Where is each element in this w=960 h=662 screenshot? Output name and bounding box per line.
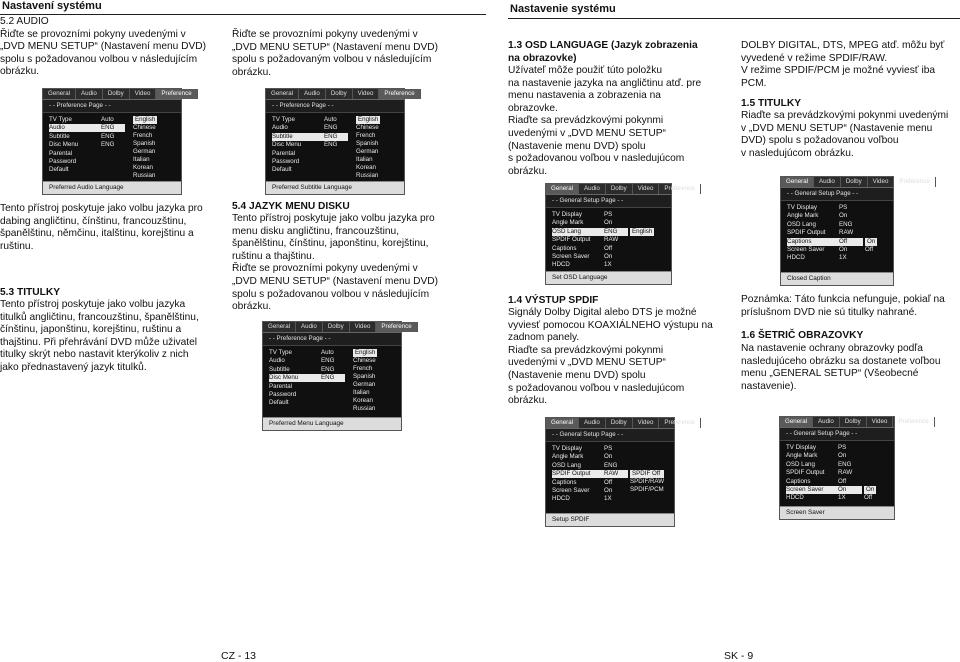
osd-page-title: - - General Setup Page - - xyxy=(781,188,893,201)
osd-row-value: RAW xyxy=(604,470,628,478)
osd-option-list xyxy=(630,228,654,236)
osd-row-value: Off xyxy=(838,477,847,485)
osd-row-value: RAW xyxy=(604,236,619,244)
osd-option: English xyxy=(632,227,653,235)
osd-tab: Preference xyxy=(379,89,420,99)
osd-row-value: On xyxy=(604,253,613,260)
osd-row-label: Captions xyxy=(787,238,839,246)
osd-option-list xyxy=(864,486,876,502)
osd-row xyxy=(272,116,348,124)
osd-tab: General xyxy=(546,418,579,428)
osd-row xyxy=(786,486,862,494)
osd-menu-disc-menu xyxy=(262,321,412,431)
osd-tab: Audio xyxy=(579,418,606,428)
audio-language-text: Tento přístroj poskytuje jako volbu jazyka pro dabing angličtinu, čínštinu, francouzštinu, španělštinu, němčinu, italštinu, korejštinu a ruštinu. xyxy=(0,203,203,252)
osd-row-value: ENG xyxy=(324,133,348,141)
subtitles-heading: 5.3 TITULKY xyxy=(0,287,61,298)
osd-row-value: ENG xyxy=(604,228,628,236)
osd-row xyxy=(552,228,628,236)
osd-row-label: Angle Mark xyxy=(552,453,584,461)
osd-row-value: PS xyxy=(604,211,613,218)
osd-row xyxy=(272,141,348,149)
osd-tab-bar xyxy=(43,89,192,100)
osd-tab: General xyxy=(43,89,76,99)
osd-row-label: TV Display xyxy=(786,444,816,451)
osd-tab: Video xyxy=(868,177,895,187)
osd-row-value: Off xyxy=(604,244,613,252)
osd-row xyxy=(272,133,348,141)
osd-tab-bar xyxy=(266,89,415,100)
osd-row xyxy=(786,452,862,460)
osd-footer-caption: Screen Saver xyxy=(780,506,894,519)
osd-row xyxy=(786,461,862,469)
osd-body xyxy=(546,442,674,550)
osd-row-value: PS xyxy=(838,444,847,451)
osd-tab: Audio xyxy=(296,322,323,332)
osd-row-label: Default xyxy=(272,166,292,174)
osd-tab-bar xyxy=(781,177,930,188)
osd-row-value: ENG xyxy=(839,220,853,228)
osd-body xyxy=(546,208,671,308)
osd-row-label: Parental xyxy=(269,382,293,390)
osd-body xyxy=(781,201,893,309)
osd-row xyxy=(269,391,345,399)
osd-row-label: Captions xyxy=(552,478,577,486)
osd-footer-caption: Setup SPDIF xyxy=(546,513,674,526)
osd-row-label: TV Type xyxy=(272,116,295,123)
subtitle-note-text: Poznámka: Táto funkcia nefunguje, pokiaľ na príslušnom DVD nie sú titulky nahrané. xyxy=(741,294,945,318)
right-section-title: Nastavenie systému xyxy=(510,3,616,15)
osd-row-label: OSD Lang xyxy=(552,228,604,236)
osd-row-label: Audio xyxy=(272,124,288,132)
left-section-title: Nastavení systému xyxy=(2,0,102,12)
osd-row-value: On xyxy=(838,452,847,460)
osd-row-label: Parental xyxy=(272,149,296,157)
osd-option: Chinese xyxy=(133,124,156,131)
osd-option: Korean xyxy=(353,397,373,404)
osd-row-label: Password xyxy=(49,158,77,165)
osd-option: French xyxy=(353,365,373,372)
osd-option: English xyxy=(135,116,156,123)
osd-tab: Dolby xyxy=(103,89,130,99)
osd-row-label: Disc Menu xyxy=(269,374,321,382)
osd-row-label: HDCD xyxy=(786,494,804,502)
osd-language-text: Užívateľ môže použiť túto položku na nastavenie jazyka na angličtinu atď. pre menu nastavenia a zobrazenia na obrazovke. Riaďte sa prevádzkovými pokynmi uvedenými v „DVD MENU SETUP“ (Nastavenie menu DVD) spolu s požadovanou voľbou v nasledujúcom obrázku. xyxy=(508,65,702,177)
osd-tab: Audio xyxy=(299,89,326,99)
osd-option-list xyxy=(133,116,157,180)
osd-tab: General xyxy=(546,184,579,194)
osd-row xyxy=(552,236,628,244)
osd-row-label: Password xyxy=(272,158,300,165)
osd-row xyxy=(552,453,628,461)
disc-menu-text: Tento přístroj poskytuje jako volbu jazyka pro menu disku angličtinu, francouzštinu, španělštinu, čínštinu, japonštinu, korejštinu, ruštinu a thajštinu. Řiďte se provozními pokyny uvedenými v „DVD MENU SETUP“ (Nastavení menu DVD) spolu s požadovanou volbou v následujícím obrázku. xyxy=(232,213,439,313)
osd-row-label: HDCD xyxy=(787,254,805,262)
osd-option-list xyxy=(356,116,380,180)
osd-row-label: Disc Menu xyxy=(272,141,302,149)
osd-tab: Preference xyxy=(894,177,935,187)
osd-option: Italian xyxy=(353,389,370,396)
osd-row-label: Captions xyxy=(552,244,577,252)
osd-row xyxy=(49,150,125,158)
osd-row-value: Off xyxy=(839,238,863,246)
osd-footer-caption: Set OSD Language xyxy=(546,271,671,284)
osd-row-label: Screen Saver xyxy=(552,487,590,494)
osd-row xyxy=(552,479,628,487)
osd-row xyxy=(49,133,125,141)
screen-saver-text: Na nastavenie ochrany obrazovky podľa nasledujúceho obrázku sa dostanete voľbou menu „GENERAL SETUP“ (Všeobecné nastavenie). xyxy=(741,343,941,392)
osd-page-title: - - General Setup Page - - xyxy=(546,195,671,208)
osd-row-label: Audio xyxy=(269,357,285,365)
left-title-rule xyxy=(0,14,486,15)
spdif-heading: 1.4 VÝSTUP SPDIF xyxy=(508,295,599,306)
osd-tab-bar xyxy=(263,322,412,333)
osd-row-label: SPDIF Output xyxy=(787,229,826,237)
osd-row-label: SPDIF Output xyxy=(552,470,604,478)
osd-option: German xyxy=(353,381,376,388)
osd-option: German xyxy=(356,148,379,155)
osd-tab: Dolby xyxy=(606,418,633,428)
osd-row-value: On xyxy=(604,487,613,494)
osd-option: Korean xyxy=(356,164,376,171)
osd-body xyxy=(43,113,181,218)
osd-tab: Video xyxy=(867,417,894,427)
osd-option-list xyxy=(865,238,877,254)
osd-row-label: Screen Saver xyxy=(786,486,838,494)
osd-row-label: Subtitle xyxy=(272,133,324,141)
osd-row-value: ENG xyxy=(838,460,852,468)
osd-row xyxy=(49,166,125,174)
osd-row-label: OSD Lang xyxy=(786,460,815,468)
osd-row-value: ENG xyxy=(101,132,115,140)
screen-saver-heading: 1.6 ŠETRIČ OBRAZOVKY xyxy=(741,330,864,341)
osd-row-label: Angle Mark xyxy=(787,212,819,220)
osd-option: SPDIF/RAW xyxy=(630,478,665,486)
osd-row-value: PS xyxy=(839,204,848,211)
osd-row-value: ENG xyxy=(321,365,335,373)
osd-row xyxy=(786,478,862,486)
osd-row-value: ENG xyxy=(604,461,618,469)
right-title-rule xyxy=(508,18,960,19)
osd-tab: Dolby xyxy=(323,322,350,332)
osd-tab: General xyxy=(263,322,296,332)
osd-tab: Dolby xyxy=(841,177,868,187)
osd-tab: Dolby xyxy=(606,184,633,194)
osd-body xyxy=(780,441,894,543)
osd-footer-caption: Preferred Subtitle Language xyxy=(266,181,404,194)
osd-row-value: RAW xyxy=(839,229,854,237)
osd-tab-bar xyxy=(780,417,929,428)
osd-menu-osd-lang xyxy=(545,183,695,285)
osd-row-label: Password xyxy=(269,391,297,398)
osd-tab-bar xyxy=(546,418,695,429)
osd-row-value: ENG xyxy=(101,141,115,149)
osd-row-label: TV Display xyxy=(552,445,582,452)
osd-row-label: Audio xyxy=(49,124,101,132)
osd-row-value: On xyxy=(839,212,848,220)
osd-row-label: Screen Saver xyxy=(787,246,825,253)
osd-row-value: ENG xyxy=(324,141,338,149)
osd-row-value: ENG xyxy=(321,357,335,365)
osd-option: Spanish xyxy=(353,373,376,380)
osd-row xyxy=(552,245,628,253)
osd-row xyxy=(787,204,863,212)
osd-row-label: OSD Lang xyxy=(552,461,581,469)
osd-row-label: Subtitle xyxy=(269,365,290,373)
osd-tab: Audio xyxy=(814,177,841,187)
osd-body xyxy=(266,113,404,218)
osd-row xyxy=(552,445,628,453)
osd-option: SPDIF Off xyxy=(630,470,664,478)
osd-row-value: On xyxy=(604,219,613,227)
osd-tab: Audio xyxy=(579,184,606,194)
page-number-right: SK - 9 xyxy=(724,650,754,662)
osd-row xyxy=(787,238,863,246)
spdif-modes-text: DOLBY DIGITAL, DTS, MPEG atď. môžu byť vyvedené v režime SPDIF/RAW. V režime SPDIF/PCM je možné vyviesť iba PCM. xyxy=(741,40,945,89)
osd-row xyxy=(552,487,628,495)
osd-option: Korean xyxy=(133,164,153,171)
osd-option: Russian xyxy=(133,172,156,179)
osd-menu-audio xyxy=(42,88,192,195)
osd-row-value: ENG xyxy=(324,124,338,132)
osd-option: French xyxy=(356,132,376,139)
osd-row xyxy=(269,399,345,407)
osd-row-value: Auto xyxy=(321,349,334,356)
osd-page-title: - - Preference Page - - xyxy=(43,100,181,113)
osd-row-label: TV Type xyxy=(49,116,72,123)
osd-tab: Video xyxy=(350,322,377,332)
osd-tab: Preference xyxy=(156,89,197,99)
osd-row-label: HDCD xyxy=(552,261,570,269)
osd-row-label: OSD Lang xyxy=(787,220,816,228)
osd-row-value: ENG xyxy=(101,124,125,132)
osd-tab: Video xyxy=(633,418,660,428)
osd-row-label: HDCD xyxy=(552,495,570,503)
osd-footer-caption: Preferred Menu Language xyxy=(263,417,401,430)
osd-page-title: - - Preference Page - - xyxy=(266,100,404,113)
osd-row-label: Angle Mark xyxy=(786,452,818,460)
osd-row-value: Auto xyxy=(101,116,114,123)
osd-row xyxy=(49,158,125,166)
osd-row-value: ENG xyxy=(321,374,345,382)
osd-row-label: TV Type xyxy=(269,349,292,356)
titulky-heading: 1.5 TITULKY xyxy=(741,98,802,109)
osd-row xyxy=(552,495,628,503)
osd-option: German xyxy=(133,148,156,155)
osd-row xyxy=(269,366,345,374)
disc-menu-heading: 5.4 JAZYK MENU DISKU xyxy=(232,201,350,212)
osd-option: SPDIF/PCM xyxy=(630,486,664,494)
osd-menu-captions xyxy=(780,176,930,286)
osd-row-value: On xyxy=(839,246,848,253)
osd-menu-spdif xyxy=(545,417,695,527)
subtitles-text: Tento přístroj poskytuje jako volbu jazyka titulků angličtinu, francouzštinu, španělštinu, čínštinu, japonštinu, korejštinu, ruštinu a thajštinu. Při přehrávání DVD může uživatel titulky skrýt nebo nastavit kterýkoliv z nich jako přednastavený jazyk titulků. xyxy=(0,299,199,373)
osd-option: English xyxy=(355,349,376,356)
osd-row xyxy=(272,166,348,174)
osd-page-title: - - General Setup Page - - xyxy=(546,429,674,442)
osd-row xyxy=(269,374,345,382)
osd-option: Off xyxy=(864,494,873,501)
osd-option: Russian xyxy=(353,405,376,412)
osd-tab: Audio xyxy=(813,417,840,427)
osd-row-label: TV Display xyxy=(552,211,582,218)
osd-tab: General xyxy=(266,89,299,99)
osd-row xyxy=(49,141,125,149)
osd-row-label: Disc Menu xyxy=(49,141,79,149)
osd-option: Chinese xyxy=(353,357,376,364)
osd-row xyxy=(49,116,125,124)
osd-footer-caption: Closed Caption xyxy=(781,272,893,285)
osd-row xyxy=(552,219,628,227)
osd-tab: General xyxy=(781,177,814,187)
osd-row xyxy=(552,470,628,478)
osd-row-label: Default xyxy=(49,166,69,174)
osd-row xyxy=(272,150,348,158)
osd-tab: Preference xyxy=(893,417,934,427)
osd-row xyxy=(552,261,628,269)
osd-row-value: 1X xyxy=(838,494,846,502)
osd-row xyxy=(269,383,345,391)
osd-row xyxy=(786,494,862,502)
osd-tab: Dolby xyxy=(326,89,353,99)
osd-row xyxy=(269,349,345,357)
osd-row xyxy=(786,469,862,477)
osd-option-list xyxy=(353,349,377,413)
osd-option: Spanish xyxy=(133,140,156,147)
osd-row xyxy=(49,124,125,132)
osd-option-list xyxy=(630,470,664,494)
osd-page-title: - - Preference Page - - xyxy=(263,333,401,346)
osd-row xyxy=(787,246,863,254)
osd-row-value: 1X xyxy=(604,261,612,269)
osd-row-label: Subtitle xyxy=(49,132,70,140)
audio-section-text: 5.2 AUDIO Řiďte se provozními pokyny uvedenými v „DVD MENU SETUP“ (Nastavení menu DVD) spolu s požadovanou volbou v následujícím obrázku. xyxy=(0,16,207,78)
osd-tab: Video xyxy=(353,89,380,99)
osd-row-value: 1X xyxy=(839,254,847,262)
page-number-left: CZ - 13 xyxy=(221,650,257,662)
osd-row-label: Captions xyxy=(786,477,811,485)
osd-row xyxy=(787,229,863,237)
osd-row-value: On xyxy=(604,453,613,461)
osd-option: On xyxy=(866,486,875,493)
osd-tab: Preference xyxy=(376,322,417,332)
osd-row xyxy=(272,158,348,166)
osd-option: Italian xyxy=(133,156,150,163)
osd-option: Spanish xyxy=(356,140,379,147)
osd-row-value: Auto xyxy=(324,116,337,123)
subtitle-instructions-text: Řiďte se provozními pokyny uvedenými v „DVD MENU SETUP“ (Nastavení menu DVD) spolu s požadovaným volbou v následujícím obrázku. xyxy=(232,29,439,78)
osd-footer-caption: Preferred Audio Language xyxy=(43,181,181,194)
osd-tab: Video xyxy=(633,184,660,194)
osd-row-value: On xyxy=(838,486,862,494)
osd-option: Off xyxy=(865,245,874,253)
osd-body xyxy=(263,346,401,454)
osd-tab: Dolby xyxy=(840,417,867,427)
osd-tab-bar xyxy=(546,184,695,195)
osd-row xyxy=(552,211,628,219)
osd-menu-screen-saver xyxy=(779,416,929,520)
osd-row xyxy=(787,254,863,262)
osd-row-label: SPDIF Output xyxy=(552,236,591,244)
osd-row xyxy=(272,124,348,132)
osd-tab: Preference xyxy=(659,418,700,428)
osd-language-heading: 1.3 OSD LANGUAGE (Jazyk zobrazenia na obrazovke) xyxy=(508,40,698,64)
osd-row xyxy=(786,444,862,452)
osd-row-value: 1X xyxy=(604,495,612,503)
osd-row-label: TV Display xyxy=(787,204,817,211)
osd-row-label: SPDIF Output xyxy=(786,469,825,477)
osd-option: English xyxy=(358,116,379,123)
osd-row-value: PS xyxy=(604,445,613,452)
osd-row-label: Screen Saver xyxy=(552,253,590,260)
osd-row xyxy=(787,221,863,229)
osd-option: Russian xyxy=(356,172,379,179)
osd-row xyxy=(552,462,628,470)
osd-option: Italian xyxy=(356,156,373,163)
osd-row xyxy=(269,357,345,365)
osd-option: On xyxy=(867,237,876,245)
osd-tab: Preference xyxy=(659,184,700,194)
osd-option: Chinese xyxy=(356,124,379,131)
osd-tab: Video xyxy=(130,89,157,99)
osd-page-title: - - General Setup Page - - xyxy=(780,428,894,441)
osd-row-label: Default xyxy=(269,399,289,407)
osd-row-value: Off xyxy=(604,478,613,486)
titulky-text: Riaďte sa prevádzkovými pokynmi uvedenými v „DVD MENU SETUP“ (Nastavenie menu DVD) spolu s požadovanou voľbou v nasledujúcom obrázku. xyxy=(741,110,949,159)
osd-row-value: RAW xyxy=(838,469,853,477)
osd-row-label: Angle Mark xyxy=(552,219,584,227)
osd-option: French xyxy=(133,132,153,139)
osd-menu-subtitle xyxy=(265,88,415,195)
osd-row-label: Parental xyxy=(49,149,73,157)
osd-tab: General xyxy=(780,417,813,427)
osd-tab: Audio xyxy=(76,89,103,99)
osd-row xyxy=(787,212,863,220)
spdif-text: Signály Dolby Digital alebo DTS je možné vyviesť pomocou KOAXIÁLNEHO výstupu na zadnom panely. Riaďte sa prevádzkovými pokynmi uvedenými v „DVD MENU SETUP“ (Nastavenie menu DVD) spolu s požadovanou voľbou v nasledujúcom obrázku. xyxy=(508,307,713,407)
osd-row xyxy=(552,253,628,261)
